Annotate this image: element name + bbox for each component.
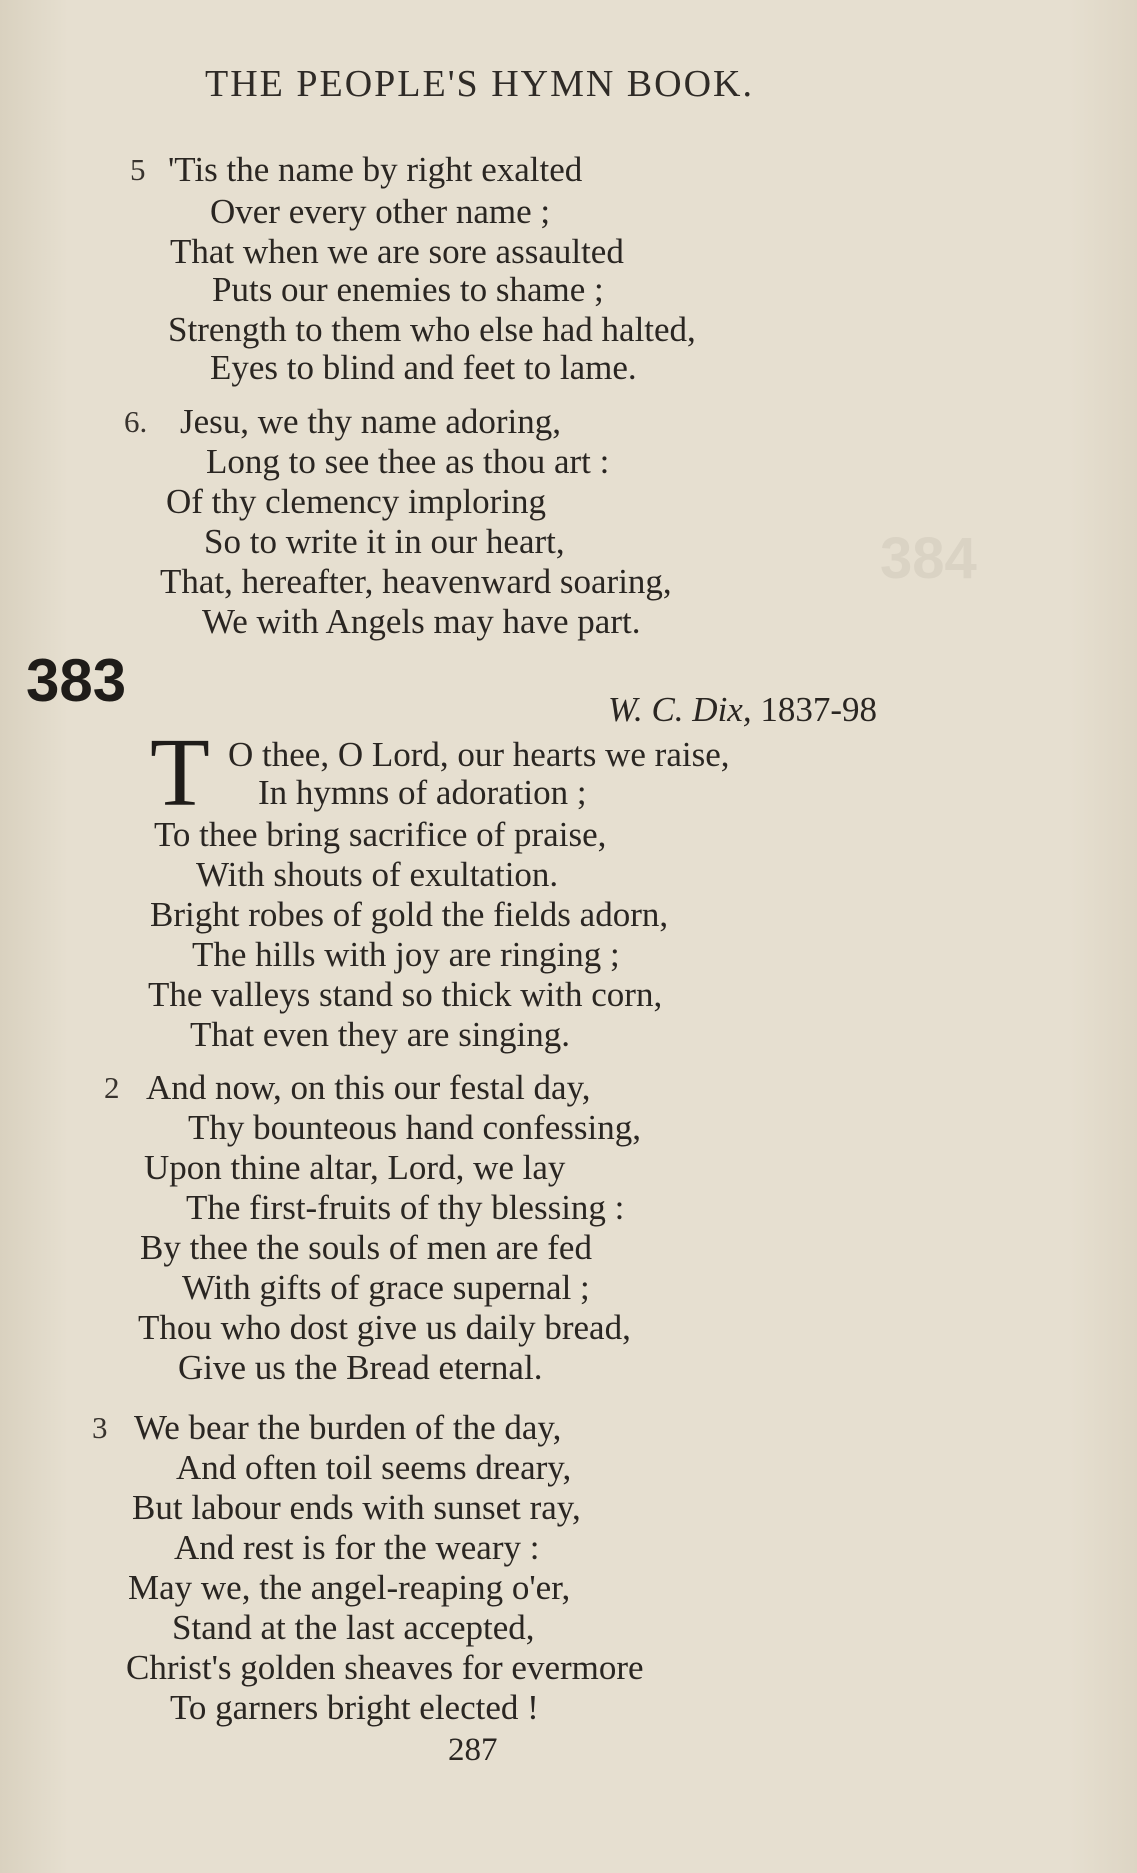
verse-line: To garners bright elected ! bbox=[170, 1688, 539, 1727]
verse-line: Long to see thee as thou art : bbox=[206, 442, 610, 481]
verse-number: 3 bbox=[92, 1410, 108, 1445]
verse-line: Thy bounteous hand confessing, bbox=[188, 1108, 641, 1147]
verse-line: To thee bring sacrifice of praise, bbox=[154, 815, 607, 854]
verse-line: So to write it in our heart, bbox=[204, 522, 565, 561]
verse-line: That even they are singing. bbox=[190, 1015, 571, 1054]
verse-line: Jesu, we thy name adoring, bbox=[180, 402, 562, 441]
verse-line: In hymns of adoration ; bbox=[258, 773, 587, 812]
verse-line: Over every other name ; bbox=[210, 192, 551, 231]
verse-line: Of thy clemency imploring bbox=[166, 482, 547, 521]
author-name: W. C. Dix, bbox=[608, 690, 752, 729]
verse-line: And often toil seems dreary, bbox=[176, 1448, 572, 1487]
verse-line: Puts our enemies to shame ; bbox=[212, 270, 604, 309]
hymn-author bbox=[608, 690, 877, 730]
verse-line: Christ's golden sheaves for evermore bbox=[126, 1648, 644, 1687]
page-header: THE PEOPLE'S HYMN BOOK. bbox=[205, 63, 754, 105]
verse-line: The hills with joy are ringing ; bbox=[192, 935, 620, 974]
verse-line: With shouts of exultation. bbox=[196, 855, 559, 894]
verse-line: 'Tis the name by right exalted bbox=[168, 150, 583, 189]
verse-line: We with Angels may have part. bbox=[202, 602, 641, 641]
verse-line: Upon thine altar, Lord, we lay bbox=[144, 1148, 566, 1187]
verse-line: Bright robes of gold the fields adorn, bbox=[150, 895, 669, 934]
verse-line: Strength to them who else had halted, bbox=[168, 310, 696, 349]
verse-line: We bear the burden of the day, bbox=[134, 1408, 562, 1447]
verse-line: The valleys stand so thick with corn, bbox=[148, 975, 663, 1014]
bleed-through-number: 384 bbox=[880, 526, 977, 591]
verse-line: Give us the Bread eternal. bbox=[178, 1348, 543, 1387]
verse-line: And rest is for the weary : bbox=[174, 1528, 540, 1567]
verse-line: And now, on this our festal day, bbox=[146, 1068, 591, 1107]
verse-line: But labour ends with sunset ray, bbox=[132, 1488, 581, 1527]
verse-line: May we, the angel-reaping o'er, bbox=[128, 1568, 571, 1607]
verse-number: 5 bbox=[130, 152, 146, 187]
hymn-number: 383 bbox=[26, 647, 127, 714]
verse-line: With gifts of grace supernal ; bbox=[182, 1268, 590, 1307]
verse-line: That, hereafter, heavenward soaring, bbox=[160, 562, 672, 601]
verse-line: Eyes to blind and feet to lame. bbox=[210, 348, 637, 387]
verse-number: 2 bbox=[104, 1070, 120, 1105]
verse-line: That when we are sore assaulted bbox=[170, 232, 624, 271]
page-number: 287 bbox=[448, 1732, 498, 1768]
verse-line: O thee, O Lord, our hearts we raise, bbox=[228, 735, 730, 774]
verse-line: Thou who dost give us daily bread, bbox=[138, 1308, 631, 1347]
verse-number: 6. bbox=[124, 404, 148, 439]
verse-line: The first-fruits of thy blessing : bbox=[186, 1188, 625, 1227]
drop-cap: T bbox=[150, 719, 210, 827]
verse-line: Stand at the last accepted, bbox=[172, 1608, 535, 1647]
verse-line: By thee the souls of men are fed bbox=[140, 1228, 592, 1267]
author-dates: 1837-98 bbox=[760, 690, 877, 729]
